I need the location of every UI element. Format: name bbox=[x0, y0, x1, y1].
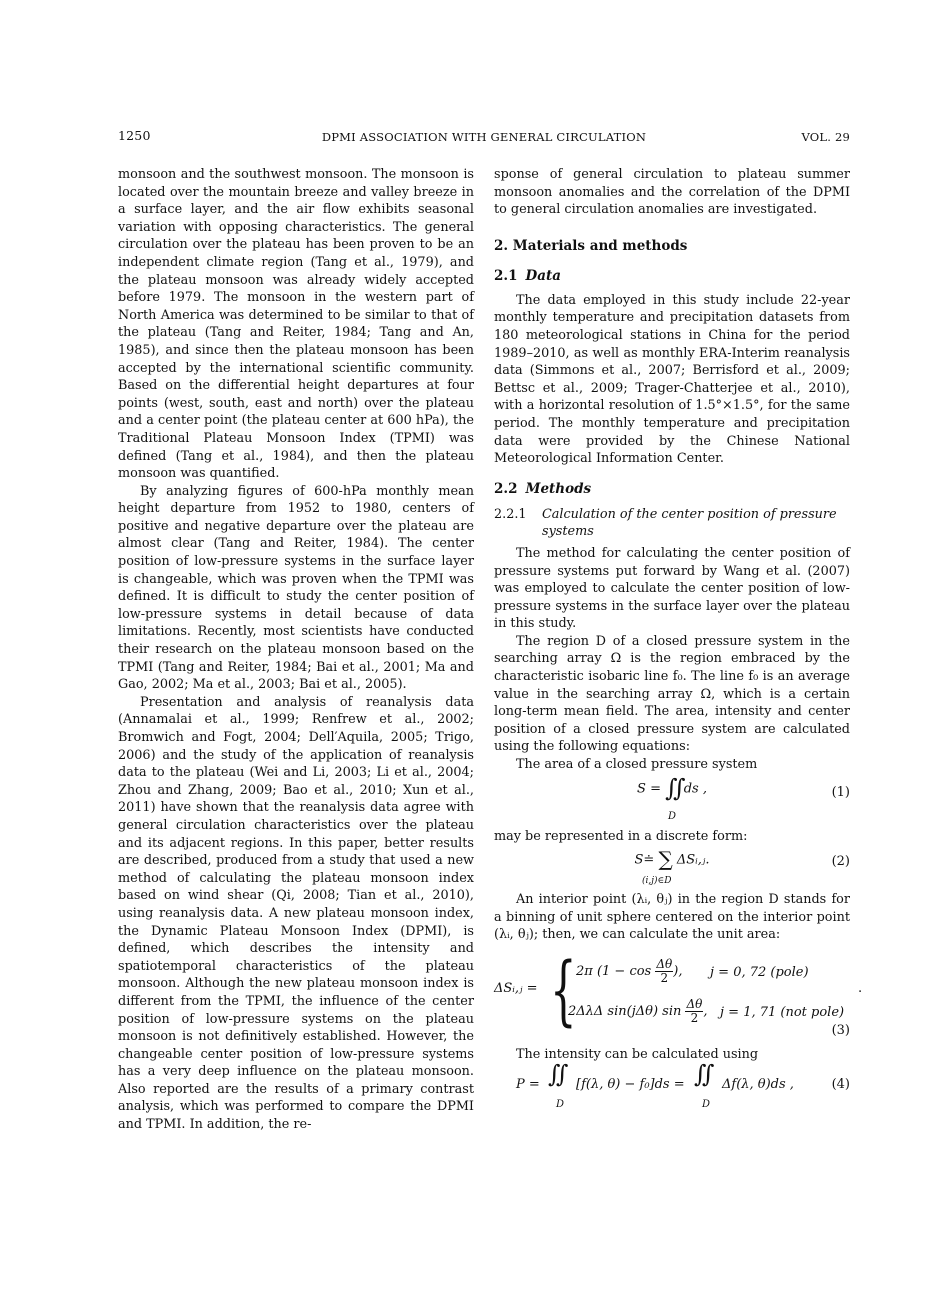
equation-number: (2) bbox=[831, 854, 850, 870]
fraction: $\frac{\Delta\theta}{2}$ bbox=[686, 997, 703, 1025]
paragraph: The area of a closed pressure system bbox=[516, 757, 758, 773]
subsection-number: 2.2 bbox=[494, 480, 518, 497]
eq2-index: (i,j)∈D bbox=[642, 876, 672, 887]
eq2-lhs: S≐ bbox=[634, 852, 655, 868]
paragraph: The method for calculating the center position of pressure systems put forward by Wang et al. (2007) was employed to calculate the center position of low-pressure systems in the surface layer over the plateau in this study. bbox=[494, 545, 850, 632]
eq3-row2: 2ΔλΔ sin(jΔθ) sin $\frac{\Delta\theta}{2}$ , bbox=[568, 997, 708, 1025]
subsubsection-heading bbox=[494, 506, 850, 541]
subsubsection-number: 2.2.1 bbox=[494, 506, 527, 522]
subsection-number: 2.1 bbox=[494, 267, 518, 284]
volume-label: VOL. 29 bbox=[801, 130, 850, 144]
eq3-lhs: ΔSᵢ,ⱼ = bbox=[494, 981, 538, 996]
eq4-mid: [f(λ, θ) − f₀]ds = bbox=[576, 1076, 685, 1092]
fraction: $\frac{\Delta\theta}{2}$ bbox=[656, 957, 673, 985]
paragraph: sponse of general circulation to plateau summer monsoon anomalies and the correlation of the DPMI to general circulation anomalies are investigated. bbox=[494, 167, 850, 218]
eq4-lhs: P = bbox=[516, 1076, 540, 1092]
paragraph: By analyzing figures of 600-hPa monthly mean height departure from 1952 to 1980, centers of positive and negative departure over the plateau are almost clear (Tang and Reiter, 1984). The center position of low-pressure systems in the surface layer is changeable, which was proven when the TPMI was defined. It is difficult to study the center position of low-pressure systems in detail because of data limitations. Recently, most scientists have conducted their research on the plateau monsoon based on the TPMI (Tang and Reiter, 1984; Bai et al., 2001; Ma and Gao, 2002; Ma et al., 2003; Bai et al., 2005). bbox=[118, 483, 474, 693]
subsection-heading-data bbox=[494, 267, 850, 285]
paragraph: The region D of a closed pressure system in the searching array Ω is the region embraced by the characteristic isobaric line f₀. The line f₀ is an average value in the searching array Ω, which is a certain long-term mean field. The area, intensity and center position of a closed pressure system are calculated using the following equations: bbox=[494, 633, 850, 755]
equation-number: (3) bbox=[831, 1023, 850, 1038]
equation-1 bbox=[494, 773, 850, 822]
paragraph: monsoon and the southwest monsoon. The monsoon is located over the mountain breeze and valley breeze in a surface layer, and the air flow exhibits seasonal variation with opposing characteristics. The general circulation over the plateau has been proven to be an independent climate region (Tang et al., 1979), and the plateau monsoon was already widely accepted before 1979. The monsoon in the western part of North America was determined to be similar to that of the plateau (Tang and Reiter, 1984; Tang and An, 1985), and since then the plateau monsoon has been accepted by the international scientific community. Based on the differential height departures at four points (west, south, east and north) over the plateau and a center point (the plateau center at 600 hPa), the Traditional Plateau Monsoon Index (TPMI) was defined (Tang et al., 1984), and then the plateau monsoon was quantified. bbox=[118, 167, 474, 482]
eq3-brace: { bbox=[550, 945, 577, 1034]
paragraph: An interior point (λᵢ, θⱼ) in the region D stands for a binning of unit sphere centered on the interior point (λᵢ, θⱼ); then, we can calculate the unit area: bbox=[494, 892, 850, 943]
subsection-heading-methods bbox=[494, 480, 850, 498]
eq3-row2-cond: j = 1, 71 (not pole) bbox=[720, 1005, 845, 1020]
subsection-title: Methods bbox=[525, 480, 592, 497]
paragraph: The data employed in this study include 22-year monthly temperature and precipitation datasets from 180 meteorological stations in China for the period 1989–2010, as well as monthly ERA-Interim reanalysis data (Simmons et al., 2007; Berrisford et al., 2009; Bettsc et al., 2009; Trager-Chatterjee et al., 2010), with a horizontal resolution of 1.5°×1.5°, for the same period. The monthly temperature and precipitation data were provided by the Chinese National Meteorological Information Center. bbox=[494, 292, 850, 467]
equation-3 bbox=[494, 945, 863, 1040]
subsubsection-title: Calculation of the center position of pressure systems bbox=[542, 506, 837, 540]
paragraph: Presentation and analysis of reanalysis data (Annamalai et al., 1999; Renfrew et al., 2002; Bromwich and Fogt, 2004; Dell′Aquila, 2005; Trigo, 2006) and the study of the application of reanalysis data to the plateau (Wei and Li, 2003; Li et al., 2004; Zhou and Zhang, 2009; Bao et al., 2010; Xun et al., 2011) have shown that the reanalysis data agree with general circulation characteristics over the plateau and its adjacent regions. In this paper, better results are described, produced from a study that used a new method of calculating the plateau monsoon index based on wind shear (Qi, 2008; Tian et al., 2010), using reanalysis data. A new plateau monsoon index, the Dynamic Plateau Monsoon Index (DPMI), is defined, which describes the intensity and spatiotemporal characteristics of the plateau monsoon. Although the new plateau monsoon index is different from the TPMI, the influence of the center position of low-pressure systems on the plateau monsoon is not definitively established. However, the changeable center position of low-pressure systems has a very deep influence on the plateau monsoon. Also reported are the results of a primary contrast analysis, which was performed to compare the DPMI and TPMI. In addition, the re- bbox=[118, 694, 474, 1133]
section-heading: 2. Materials and methods bbox=[494, 237, 688, 254]
page-number: 1250 bbox=[118, 128, 151, 143]
equation-4 bbox=[494, 1059, 850, 1110]
eq4-domain: D bbox=[556, 1098, 565, 1110]
eq4-domain: D bbox=[702, 1098, 711, 1110]
equation-number: (1) bbox=[831, 784, 850, 800]
paragraph: The intensity can be calculated using bbox=[516, 1047, 759, 1062]
summation-symbol: ∑ bbox=[658, 847, 673, 872]
double-integral: ∬ bbox=[694, 1059, 709, 1088]
eq3-row1-cond: j = 0, 72 (pole) bbox=[710, 965, 809, 980]
eq1-domain: D bbox=[668, 810, 677, 822]
eq3-row1: 2π (1 − cos $\frac{\Delta\theta}{2}$ ), bbox=[576, 957, 683, 985]
paragraph: may be represented in a discrete form: bbox=[494, 828, 748, 844]
eq4-rhs: Δf(λ, θ)ds , bbox=[722, 1076, 794, 1092]
double-integral: ∬ bbox=[665, 773, 680, 802]
left-column bbox=[118, 166, 474, 1134]
eq1-lhs: S = bbox=[637, 780, 661, 796]
eq2-body: ΔSᵢ,ⱼ. bbox=[676, 852, 710, 868]
equation-2 bbox=[494, 847, 850, 887]
running-title: DPMI ASSOCIATION WITH GENERAL CIRCULATION bbox=[321, 130, 647, 144]
eq3-dot: . bbox=[858, 981, 863, 996]
subsection-title: Data bbox=[525, 267, 561, 284]
right-column bbox=[494, 166, 863, 1116]
double-integral: ∬ bbox=[548, 1059, 563, 1088]
equation-number: (4) bbox=[831, 1076, 850, 1092]
eq1-body: ds , bbox=[683, 780, 707, 796]
